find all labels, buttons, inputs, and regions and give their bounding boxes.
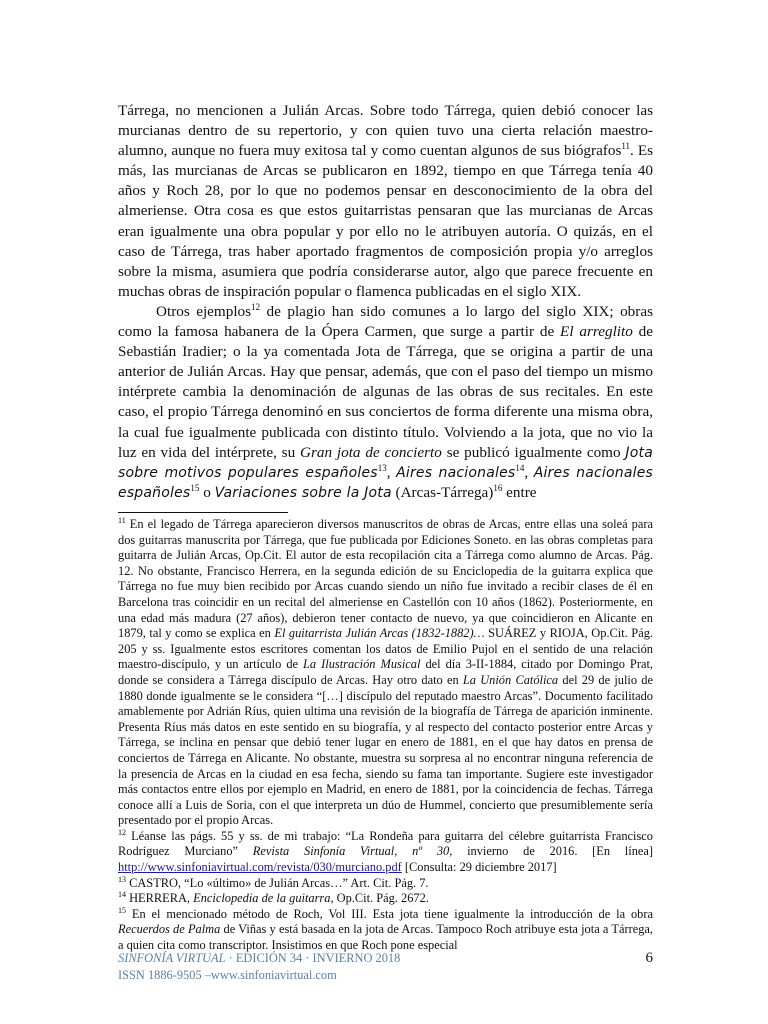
footnote-title: Recuerdos de Palma: [118, 922, 221, 937]
page-footer: [118, 950, 653, 984]
paragraph-1-text-a: Tárrega, no mencionen a Julián Arcas. Sobre todo Tárrega, quien debió conocer las murcianas dentro de su repertorio, y con quien tuvo una cierta relación maestro-alumno, aunque no fuera muy exitosa tal y como cuentan algunos de sus biógrafos: [118, 102, 653, 160]
footnote-text: invierno de 2016. [En línea]: [452, 844, 654, 859]
footnote-text: CASTRO, “Lo «último» de Julián Arcas…” Art. Cit. Pág. 7.: [126, 875, 429, 890]
edition-info: · EDICIÓN 34 · INVIERNO 2018: [225, 951, 401, 965]
work-title-el-arreglito: El arreglito: [560, 323, 633, 341]
footnote-ref-16[interactable]: 16: [493, 482, 503, 493]
footnote-text: , Op.Cit. Pág. 2672.: [330, 891, 429, 906]
footnote-12: [118, 829, 653, 876]
footnote-number: 13: [118, 874, 126, 884]
footnote-ref-14[interactable]: 14: [515, 462, 525, 473]
paragraph-1: [118, 101, 653, 302]
footnote-separator: [118, 512, 288, 513]
journal-name: SINFONÍA VIRTUAL: [118, 951, 226, 965]
separator-comma: ,: [386, 463, 397, 481]
footnote-text: [Consulta: 29 diciembre 2017]: [401, 860, 557, 875]
paragraph-2-text-c: de Sebastián Iradier; o la ya comentada Jota de Tárrega, que se origina a partir de una anterior de Julián Arcas. Hay que pensar, además, que con el paso del tiempo un mismo intérprete cambia la denominación de algunas de las obras de sus recitales. En este caso, el propio Tárrega denominó en sus conciertos de forma diferente una misma obra, la cual fue igualmente publicada con distinto título. Volviendo a la jota, que no vio la luz en vida del intérprete, su: [118, 323, 654, 461]
footnote-number: 15: [118, 905, 126, 915]
footnote-14: [118, 891, 653, 907]
paragraph-2-text-e: (Arcas-Tárrega): [391, 483, 494, 501]
footnote-number: 11: [118, 515, 126, 525]
footnote-text: HERRERA,: [126, 891, 194, 906]
footnote-text: del día 3-II-1884, citado por Domingo Prat, donde se considera a Tárrega discípulo de Arcas. Hay otro dato en: [118, 657, 653, 687]
work-title-jota-motivos: Jota sobre motivos populares españoles: [118, 444, 653, 481]
footnote-text: SUÁREZ y RIOJA, Op.Cit. Pág. 205 y ss. Igualmente estos escritores comentan los datos de Emilio Pujol en el sentido de una relación maestro-discípulo, y un artículo de: [118, 626, 653, 672]
paragraph-1-text-b: . Es más, las murcianas de Arcas se publicaron en 1892, tiempo en que Tárrega tenía 40 años y Roch 28, por lo que no podemos pensar en desconocimiento de la obra del almeriense. Otra cosa es que estos guitarristas pensaran que las murcianas de Arcas eran igualmente una obra popular y por ello no le atribuyen autoría. O quizás, en el caso de Tárrega, tras haber aportado fragmentos de composición propia y/o arreglos sobre la misma, asumiera que podría considerarse autor, algo que parece frecuente en muchas obras de inspiración popular o flamenca publicadas en el siglo XIX.: [118, 142, 654, 300]
paragraph-2-text-d: se publicó igualmente como: [441, 443, 626, 461]
footnote-ref-11[interactable]: 11: [621, 141, 631, 152]
paragraph-2-text-f: entre: [502, 483, 537, 501]
conjunction: o: [199, 483, 215, 501]
footnote-text: En el legado de Tárrega aparecieron diversos manuscritos de obras de Arcas, entre ellas una soleá para dos guitarras manuscrita por Tárrega, que fue publicada por Ediciones Soneto. en las obras completas para guitarra de Julián Arcas, Op.Cit. El autor de esta recopilación cita a Tárrega como alumno de Arcas. Pág. 12. No obstante, Francisco Herrera, en la segunda edición de su Enciclopedia de la guitarra explica que Tárrega no fue muy bien recibido por Arcas cuando siendo un niño fue invitado a recibir clases de él en Barcelona tras coincidir en un recital del almeriense en Castellón con 10 años (1862). Posteriormente, en una edad más madura (27 años), debieron tener contacto de nuevo, ya que coincidieron en Alicante en 1879, tal y como se explica en: [118, 517, 653, 641]
footnote-15: [118, 907, 653, 954]
separator-comma: ,: [524, 463, 534, 481]
footnote-ref-12[interactable]: 12: [251, 301, 261, 312]
work-title-variaciones-jota: Variaciones sobre la Jota: [214, 484, 392, 501]
work-title-aires-nacionales: Aires nacionales: [396, 464, 516, 481]
paragraph-2-text-b: de plagio han sido comunes a lo largo del siglo XIX; obras como la famosa habanera de la Ópera Carmen, que surge a partir de: [118, 303, 653, 341]
footnote-title: Enciclopedia de la guitarra: [193, 891, 331, 906]
paragraph-2: [118, 302, 653, 503]
footnote-text: de Viñas y está basada en la jota de Arcas. Tampoco Roch atribuye esta jota a Tárrega, a quien cita como transcriptor. Insistimos en que Roch pone especial: [118, 922, 653, 953]
footnote-title: La Unión Católica: [462, 672, 559, 687]
footnote-title: Revista Sinfonía Virtual, nº 30,: [252, 844, 453, 859]
footnote-text: del 29 de julio de 1880 donde igualmente se le considera “[…] discípulo del reputado maestro Arcas”. Documento facilitado amablemente por Adrián Ríus, quien ultima una revisión de la biografía de Tárrega de aparición inminente. Presenta Ríus más datos en este sentido en su biografía, y al respecto del contacto posterior entre Arcas y Tárrega, se inclina en pensar que debió tener lugar en enero de 1881, en el que hay datos en prensa de conciertos de Tárrega en Alicante. No obstante, muestra su sorpresa al no encontrar ninguna referencia de la presencia de Arcas en la ciudad en esa fecha, siendo su fama tan importante. Sugiere este investigador más contactos entre ellos por ejemplo en Madrid, en enero de 1881, por la coincidencia de fechas. Tárrega conoce allí a Luis de Soria, con el que interpreta un dúo de Hummel, concierto que presumiblemente sería presentado por el propio Arcas.: [118, 672, 653, 828]
work-title-aires-nacionales-espanoles: Aires nacionales españoles: [118, 464, 654, 501]
footnotes: [118, 517, 653, 954]
footnote-13: [118, 876, 653, 892]
page-number: 6: [645, 950, 653, 966]
footnote-ref-15[interactable]: 15: [190, 482, 200, 493]
footnote-number: 12: [118, 827, 126, 837]
paragraph-2-text-a: Otros ejemplos: [156, 303, 252, 320]
murciano-pdf-link[interactable]: http://www.sinfoniavirtual.com/revista/030/murciano.pdf: [118, 860, 402, 875]
footnote-number: 14: [118, 890, 126, 900]
footnote-ref-13[interactable]: 13: [377, 462, 387, 473]
work-title-gran-jota: Gran jota de concierto: [300, 443, 442, 461]
footnote-title: La Ilustración Musical: [303, 657, 421, 672]
issn-website: ISSN 1886-9505 –www.sinfoniavirtual.com: [118, 968, 337, 982]
footnote-title: El guitarrista Julián Arcas (1832-1882)…: [274, 626, 485, 641]
footnote-text: En el mencionado método de Roch, Vol III. Esta jota tiene igualmente la introducción de la obra: [126, 906, 653, 921]
footnote-text: Léanse las págs. 55 y ss. de mi trabajo: “La Rondeña para guitarra del célebre guitarrista Francisco Rodríguez Murciano”: [118, 828, 653, 859]
footnote-11: [118, 517, 653, 829]
